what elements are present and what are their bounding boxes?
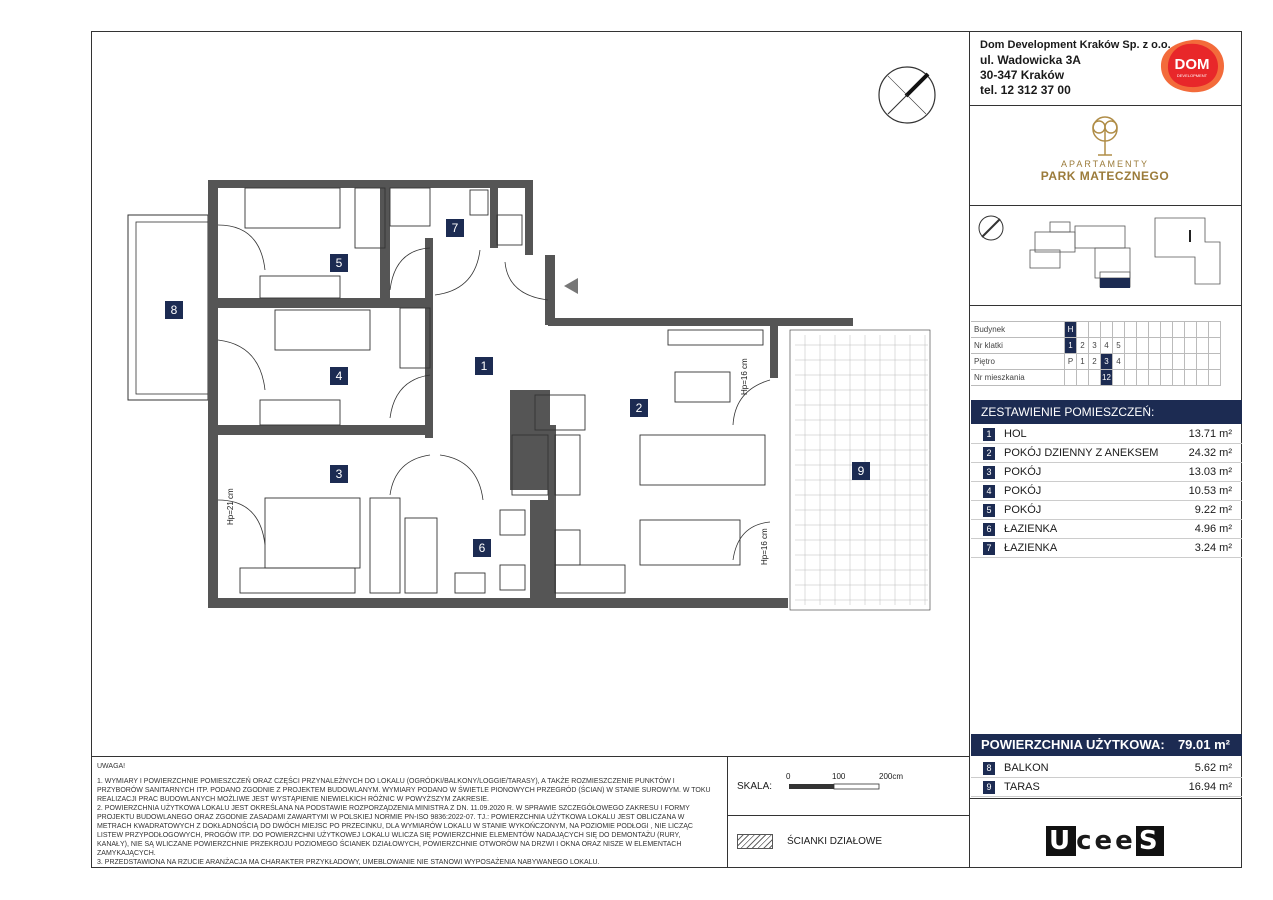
floor-plan [120, 175, 940, 615]
cell [1173, 338, 1185, 354]
rooms-header: ZESTAWIENIE POMIESZCZEŃ: [971, 400, 1242, 424]
room-num: 2 [983, 447, 995, 460]
note-2: 2. POWIERZCHNIA UŻYTKOWA LOKALU JEST OKREŚLANA NA PODSTAWIE ROZPORZĄDZENIA MINISTRA Z DN. 11.09.2020 R. W SPRAWIE SZCZEGÓŁOWEGO ZAKRESU I FORMY PROJEKTU BUDOWLANEGO ORAZ ZGODNIE ZASADAMI ZAWARTYMI W POLSKIEJ NORMIE PN-ISO 9836:2022-07. TJ.: POWIERZCHNIA UŻYTKOWA LOKALU JEST OBLICZANA W METRACH KWADRATOWYCH Z DOKŁADNOŚCIĄ DO DWÓCH MIEJSC PO PRZECINKU, DLA WYMIARÓW LOKALU W STANIE WYKOŃCZONYM, NA POZIOMIE PODŁOGI , NIE LICZĄC LISTEW PRZYPODŁOGOWYCH, PROGÓW ITP. DO POWIERZCHNI UŻYTKOWEJ LOKALU WLICZA SIĘ POWIERZCHNIE ELEMENTÓW NADAJĄCYCH SIĘ DO DEMONTAŻU (RURY, KANAŁY), NIE SĄ WLICZANE POWIERZCHNIE PRZEKROJU POZIOMEGO ŚCIANEK DZIAŁOWYCH, POWIERZCHNIE OTWORÓW NA DRZWI I OKNA ORAZ NISZE W ELEMENTACH ZAMYKAJĄCYCH. [97, 805, 693, 857]
outdoor-row [971, 759, 1242, 778]
room-num: 3 [983, 466, 995, 479]
cell [1161, 338, 1173, 354]
cell [1077, 370, 1089, 386]
scale-bar [785, 782, 881, 792]
cell: P [1065, 354, 1077, 370]
cell [1113, 322, 1125, 338]
note-3: 3. PRZEDSTAWIONA NA RZUCIE ARANŻACJA MA CHARAKTER PRZYKŁADOWY, UMEBLOWANIE NIE STANOWI WYPOSAŻENIA NABYWANEGO LOKALU. [97, 859, 600, 866]
room-row [971, 444, 1242, 463]
company-info [980, 38, 1171, 98]
outdoor-row [971, 778, 1242, 797]
room-num: 7 [983, 542, 995, 555]
scale-tick: 100 [832, 772, 846, 781]
pietro-label: Piętro [971, 354, 1065, 370]
hatch-swatch [737, 834, 773, 849]
room-row [971, 482, 1242, 501]
company-phone: tel. 12 312 37 00 [980, 83, 1071, 97]
room-num: 5 [983, 504, 995, 517]
cell: 2 [1077, 338, 1089, 354]
scale-tick: 0 [786, 772, 791, 781]
site-plan-thumbnail [975, 212, 1240, 292]
room-row [971, 539, 1242, 558]
cell: 3 [1101, 354, 1113, 370]
room-area: 16.94 m² [1188, 781, 1232, 793]
cell [1209, 338, 1221, 354]
room-name: TARAS [1004, 781, 1040, 793]
room-name: ŁAZIENKA [1004, 542, 1058, 554]
cell [1137, 338, 1149, 354]
cell: 4 [1101, 338, 1113, 354]
cell [1149, 338, 1161, 354]
room-name: POKÓJ DZIENNY Z ANEKSEM [1004, 447, 1159, 459]
legend-label: ŚCIANKI DZIAŁOWE [787, 836, 883, 848]
legend-partition [737, 834, 882, 849]
cell [1197, 322, 1209, 338]
room-num: 9 [983, 781, 995, 794]
cell [1137, 354, 1149, 370]
company-city: 30-347 Kraków [980, 68, 1065, 82]
cell: 3 [1089, 338, 1101, 354]
cell [1125, 338, 1137, 354]
room-area: 13.71 m² [1188, 428, 1232, 440]
total-area [971, 734, 1242, 756]
cell [1149, 370, 1161, 386]
cell [1125, 322, 1137, 338]
cell [1161, 322, 1173, 338]
row-klatka [971, 338, 1221, 354]
unit-info-table [971, 321, 1221, 386]
room-name: ŁAZIENKA [1004, 523, 1058, 535]
total-label: POWIERZCHNIA UŻYTKOWA: [981, 737, 1165, 752]
room-num: 4 [983, 485, 995, 498]
cell [1125, 354, 1137, 370]
plan-label-bath7: 7 [446, 219, 464, 237]
room-row [971, 501, 1242, 520]
row-pietro [971, 354, 1221, 370]
cell [1101, 322, 1113, 338]
plan-label-terrace: 9 [852, 462, 870, 480]
room-area: 9.22 m² [1194, 504, 1232, 516]
cell: 4 [1113, 354, 1125, 370]
cell [1065, 370, 1077, 386]
cell [1185, 338, 1197, 354]
plan-label-living: 2 [630, 399, 648, 417]
height-note: Hp=16 cm [740, 358, 749, 395]
cell [1209, 322, 1221, 338]
cell [1161, 354, 1173, 370]
room-num: 6 [983, 523, 995, 536]
cell [1089, 370, 1101, 386]
cell [1197, 370, 1209, 386]
notes-head: UWAGA! [97, 763, 126, 770]
divider [970, 205, 1242, 206]
cell [1137, 370, 1149, 386]
plan-label-balcony: 8 [165, 301, 183, 319]
room-row [971, 463, 1242, 482]
cell [1173, 322, 1185, 338]
room-num: 8 [983, 762, 995, 775]
cell [1185, 322, 1197, 338]
cell [1173, 370, 1185, 386]
room-name: POKÓJ [1004, 485, 1042, 497]
cell [1209, 370, 1221, 386]
cell [1077, 322, 1089, 338]
klatka-label: Nr klatki [971, 338, 1065, 354]
cell [1125, 370, 1137, 386]
cell: 2 [1089, 354, 1101, 370]
divider [91, 756, 970, 757]
plan-label-bath6: 6 [473, 539, 491, 557]
room-area: 3.24 m² [1194, 542, 1232, 554]
room-row [971, 520, 1242, 539]
budynek-label: Budynek [971, 322, 1065, 338]
dom-development-logo [1158, 38, 1226, 94]
tree-logo-icon [1086, 115, 1124, 157]
logo-part: U [1046, 826, 1076, 856]
height-note: Hp=21 cm [226, 488, 235, 525]
cell [1137, 322, 1149, 338]
divider [970, 305, 1242, 306]
cell [1161, 370, 1173, 386]
cell [1185, 370, 1197, 386]
mieszkanie-label: Nr mieszkania [971, 370, 1065, 386]
cell [1185, 354, 1197, 370]
plan-label-room5: 5 [330, 254, 348, 272]
row-budynek [971, 322, 1221, 338]
cell: 1 [1065, 338, 1077, 354]
logo-part: S [1136, 826, 1164, 856]
plan-label-room4: 4 [330, 367, 348, 385]
plan-label-hol: 1 [475, 357, 493, 375]
cell [1173, 354, 1185, 370]
logo-part: cee [1076, 826, 1136, 856]
cell [1149, 354, 1161, 370]
compass-icon [876, 64, 938, 126]
cell [1197, 354, 1209, 370]
company-street: ul. Wadowicka 3A [980, 53, 1081, 67]
scale-label: SKALA: [737, 781, 773, 792]
divider [969, 31, 970, 868]
cell [1149, 322, 1161, 338]
cell [1113, 370, 1125, 386]
cell [1089, 322, 1101, 338]
svg-text:DOM: DOM [1174, 56, 1210, 73]
divider [727, 756, 728, 868]
notes [97, 762, 711, 867]
room-area: 13.03 m² [1188, 466, 1232, 478]
cell [1197, 338, 1209, 354]
total-value: 79.01 m² [1177, 737, 1230, 752]
divider [727, 815, 970, 816]
company-name: Dom Development Kraków Sp. z o.o. [980, 39, 1171, 51]
brand-line2: PARK MATECZNEGO [1040, 169, 1170, 183]
room-area: 5.62 m² [1194, 762, 1232, 774]
divider [970, 105, 1242, 106]
room-area: 24.32 m² [1188, 447, 1232, 459]
project-brand [1040, 115, 1170, 183]
brand-line1: APARTAMENTY [1060, 159, 1149, 169]
cell: 5 [1113, 338, 1125, 354]
row-mieszkanie [971, 370, 1221, 386]
plan-label-room3: 3 [330, 465, 348, 483]
cell: H [1065, 322, 1077, 338]
room-row [971, 425, 1242, 444]
scale-tick: 200cm [879, 772, 904, 781]
room-area: 4.96 m² [1194, 523, 1232, 535]
note-1: 1. WYMIARY I POWIERZCHNIE POMIESZCZEŃ ORAZ CZĘŚCI PRZYNALEŻNYCH DO LOKALU (OGRÓDKI/BALKONY/LOGGIE/TARASY), A TAKŻE ROZMIESZCZENIE PUNKTÓW I PRZYBORÓW SANITARNYCH ITP. PODANO ZGODNIE Z PROJEKTEM BUDOWLANYM. WYMIARY PODANO W ŚWIETLE PIONOWYCH PRZEGRÓD (ŚCIAN) W STANIE SUROWYM. W TOKU REALIZACJI PRAC BUDOWLANYCH MOŻLIWE JEST WYSTĄPIENIE NIEWIELKICH RÓŻNIC W POWYŻSZYM ZAKRESIE. [97, 778, 711, 803]
cell [1209, 354, 1221, 370]
ucees-logo [1046, 826, 1164, 856]
cell: 1 [1077, 354, 1089, 370]
room-name: POKÓJ [1004, 466, 1042, 478]
cell: 12 [1101, 370, 1113, 386]
room-name: HOL [1004, 428, 1027, 440]
height-note: Hp=16 cm [760, 528, 769, 565]
room-num: 1 [983, 428, 995, 441]
room-name: POKÓJ [1004, 504, 1042, 516]
divider [970, 798, 1242, 799]
room-area: 10.53 m² [1188, 485, 1232, 497]
room-name: BALKON [1004, 762, 1049, 774]
svg-text:DEVELOPMENT: DEVELOPMENT [1176, 73, 1208, 78]
